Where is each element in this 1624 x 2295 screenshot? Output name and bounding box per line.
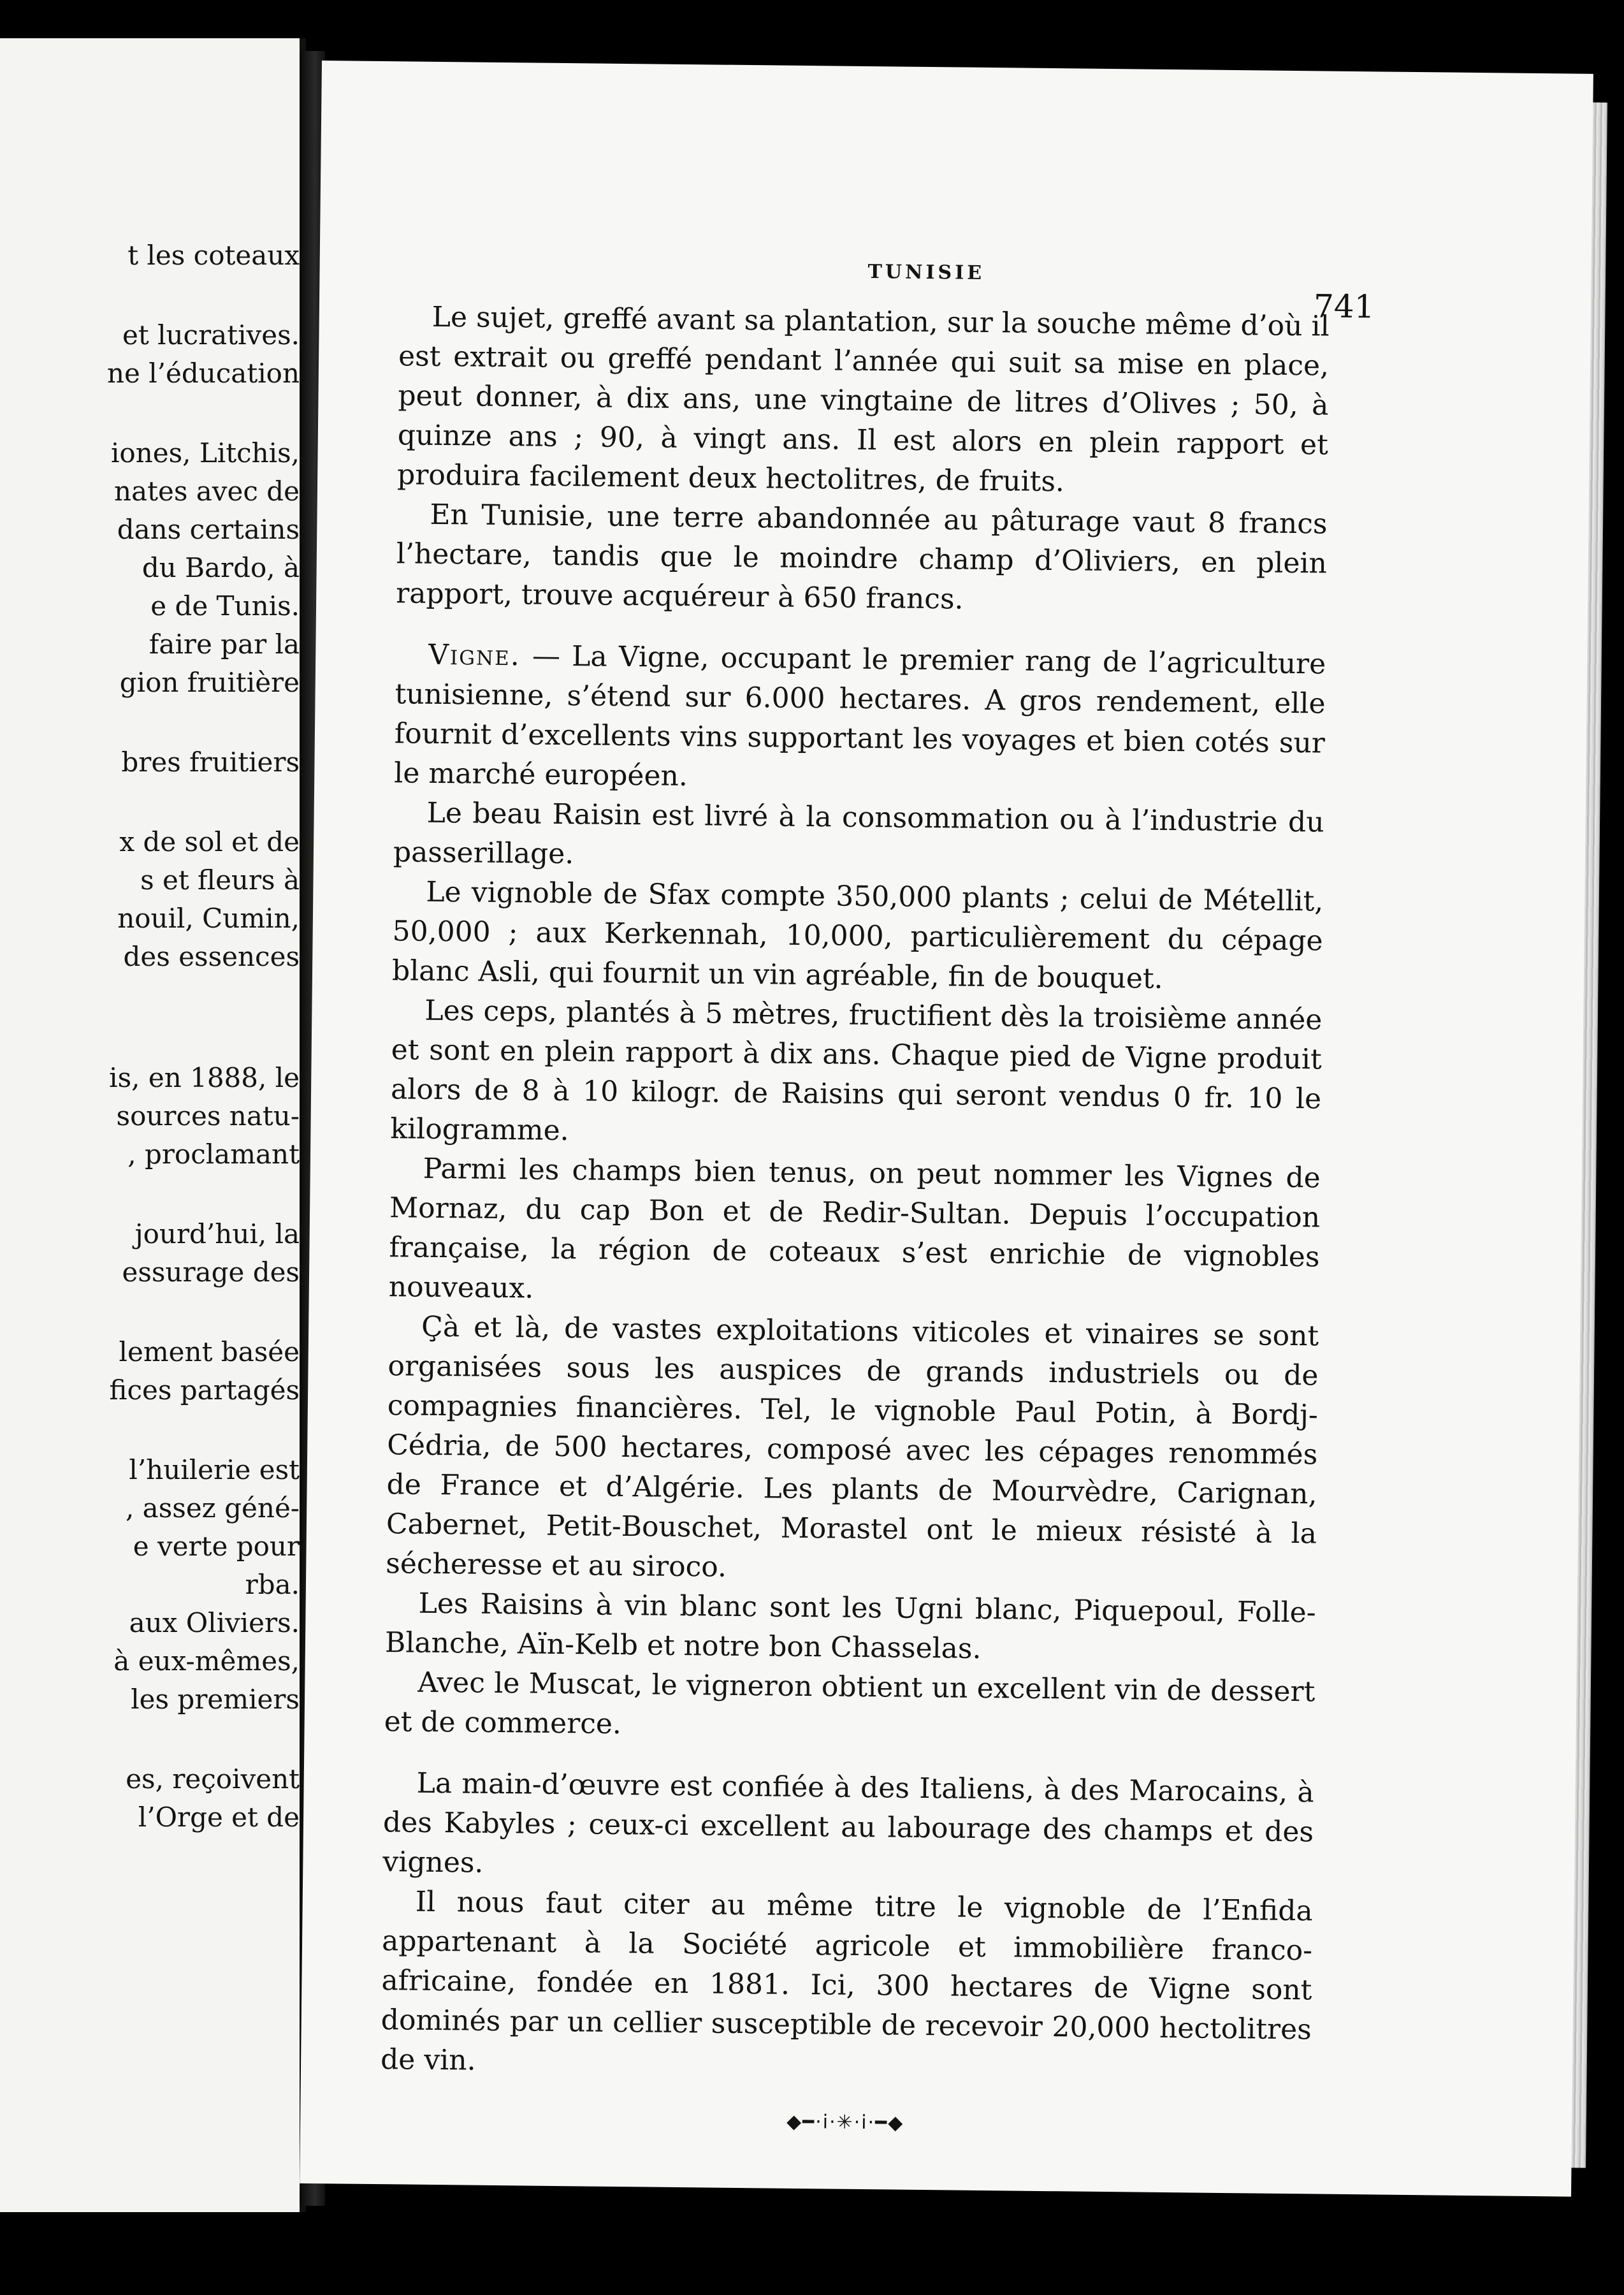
paragraph	[381, 1882, 1313, 2089]
paragraph	[382, 1763, 1314, 1891]
paragraph-text: Çà et là, de vastes exploitations viticoles et vinaires se sont organisées sous les auspices de grands industriels ou de compagnies financières. Tel, le vignoble Paul Potin, à Bordj-Cédria, de 500 hectares, composé avec les cépages renommés de France et d’Algérie. Les plants de Mourvèdre, Carignan, Cabernet, Petit-Bouschet, Morastel ont le mieux résisté à la sécheresse et au siroco.	[386, 1310, 1319, 1584]
body-text	[380, 297, 1330, 2138]
facing-page-line: t les coteaux	[127, 240, 300, 271]
running-head: TUNISIE	[867, 260, 985, 284]
facing-page-fragment	[0, 38, 306, 2250]
facing-page-line: fices partagés	[109, 1374, 300, 1406]
facing-page-line: x de sol et de	[119, 826, 300, 857]
paragraph-text: Il nous faut citer au même titre le vignoble de l’Enfida appartenant à la Société agricole et immobilière franco-africaine, fondée en 1881. Ici, 300 hectares de Vigne sont dominés par un cellier susceptible de recevoir 20,000 hectolitres de vin.	[380, 1885, 1313, 2077]
facing-page-line: gion fruitière	[119, 667, 300, 698]
paragraph-text: Parmi les champs bien tenus, on peut nommer les Vignes de Mornaz, du cap Bon et de Redir-Sultan. Depuis l’occupation française, la région de coteaux s’est enrichie de vignobles nouveaux.	[388, 1152, 1321, 1305]
page-number: 741	[1313, 288, 1375, 326]
facing-page-line: es, reçoivent	[126, 1763, 300, 1795]
facing-page-line: des essences	[123, 941, 300, 972]
paragraph	[392, 872, 1324, 1000]
facing-page-line: nouil, Cumin,	[117, 903, 300, 934]
facing-page-line: rba.	[245, 1569, 300, 1600]
paragraph	[385, 1584, 1316, 1672]
facing-page-line: ne l’éducation	[106, 358, 300, 389]
paragraph-text: Les ceps, plantés à 5 mètres, fructifient dès la troisième année et sont en plein rapport à dix ans. Chaque pied de Vigne produit alors de 8 à 10 kilogr. de Raisins qui seront vendus 0 fr. 10 le kilogramme.	[390, 994, 1323, 1148]
facing-page-line: dans certains	[117, 514, 300, 545]
paragraph-text: En Tunisie, une terre abandonnée au pâturage vaut 8 francs l’hectare, tandis que le moindre champ d’Oliviers, en plein rapport, trouve acquéreur à 650 francs.	[395, 498, 1328, 616]
paragraph	[396, 495, 1328, 623]
facing-page-line: nates avec de	[114, 476, 300, 507]
paragraph	[394, 635, 1326, 803]
paragraph-text: — La Vigne, occupant le premier rang de l’agriculture tunisienne, s’étend sur 6.000 hectares. A gros rendement, elle fournit d’excellents vins supportant les voyages et bien cotés sur le marché européen.	[394, 639, 1326, 793]
facing-page-line: faire par la	[149, 629, 300, 660]
facing-page-line: bres fruitiers	[121, 747, 300, 778]
scan-border	[0, 2212, 1624, 2295]
paragraph	[384, 1663, 1315, 1751]
paragraph	[390, 991, 1323, 1158]
facing-page-line: is, en 1888, le	[109, 1062, 300, 1093]
facing-page-line: e de Tunis.	[150, 590, 300, 622]
paragraph-text: Le beau Raisin est livré à la consommation ou à l’industrie du passerillage.	[393, 796, 1324, 871]
ornament-tailpiece: ◆━·i·✳·i·━◆	[786, 2110, 904, 2134]
paragraph	[393, 793, 1324, 882]
facing-page-line: iones, Litchis,	[111, 437, 300, 469]
facing-page-line: et lucratives.	[122, 319, 300, 351]
facing-page-line: l’Orge et de	[138, 1802, 300, 1833]
paragraph-text: Le sujet, greffé avant sa plantation, sur la souche même d’où il est extrait ou greffé pendant l’année qui suit sa mise en place, peut donner, à dix ans, une vingtaine de litres d’Olives ; 50, à quinze ans ; 90, à vingt ans. Il est alors en plein rapport et produira facilement deux hectolitres, de fruits.	[396, 300, 1330, 499]
paragraph	[397, 297, 1330, 504]
facing-page-line: s et fleurs à	[140, 864, 300, 896]
paragraph	[389, 1149, 1321, 1316]
paragraph-text: Les Raisins à vin blanc sont les Ugni blanc, Piquepoul, Folle-Blanche, Aïn-Kelb et notre bon Chasselas.	[384, 1587, 1316, 1665]
facing-page-line: , assez géné-	[125, 1492, 300, 1524]
facing-page-line: e verte pour	[133, 1531, 300, 1562]
section-heading: Vigne.	[428, 638, 521, 673]
facing-page-line: , proclamant	[127, 1139, 300, 1170]
facing-page-line: du Bardo, à	[141, 552, 300, 583]
facing-page-line: à eux-mêmes,	[113, 1645, 300, 1677]
paragraph	[386, 1307, 1319, 1593]
book-page	[300, 61, 1593, 2197]
facing-page-line: sources natu-	[116, 1100, 300, 1132]
facing-page-line: lement basée	[119, 1336, 300, 1367]
paragraph-text: La main-d’œuvre est confiée à des Italiens, à des Marocains, à des Kabyles ; ceux-ci excellent au labourage des champs et des vignes.	[382, 1767, 1314, 1879]
facing-page-line: l’huilerie est	[129, 1454, 300, 1485]
paragraph-text: Avec le Muscat, le vigneron obtient un excellent vin de dessert et de commerce.	[384, 1666, 1316, 1741]
facing-page-line: aux Oliviers.	[129, 1607, 300, 1638]
paragraph-text: Le vignoble de Sfax compte 350,000 plants ; celui de Métellit, 50,000 ; aux Kerkennah, 10,000, particulièrement du cépage blanc Asli, qui fournit un vin agréable, fin de bouquet.	[391, 875, 1324, 995]
facing-page-line: les premiers	[131, 1684, 300, 1715]
facing-page-line: jourd’hui, la	[134, 1218, 300, 1250]
facing-page-line: essurage des	[122, 1257, 300, 1288]
